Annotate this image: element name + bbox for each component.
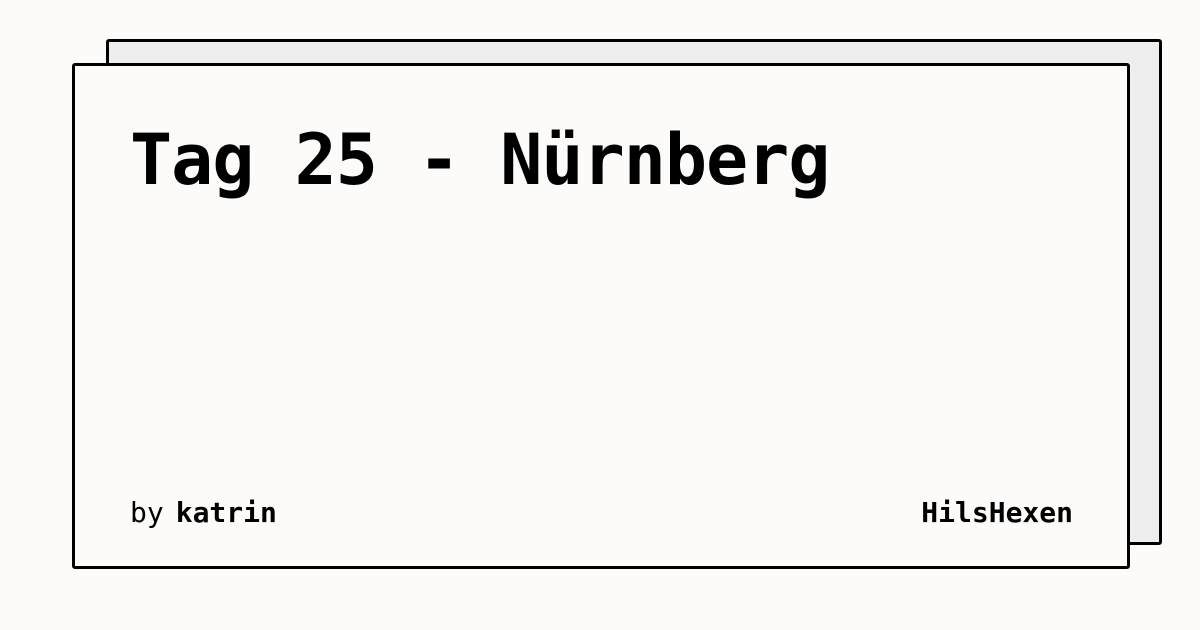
site-name: HilsHexen — [921, 496, 1073, 529]
author-name: katrin — [175, 496, 277, 529]
preview-card — [72, 63, 1130, 569]
byline-prefix: by — [130, 496, 164, 529]
post-title: Tag 25 - Nürnberg — [130, 119, 830, 201]
byline — [130, 496, 277, 530]
